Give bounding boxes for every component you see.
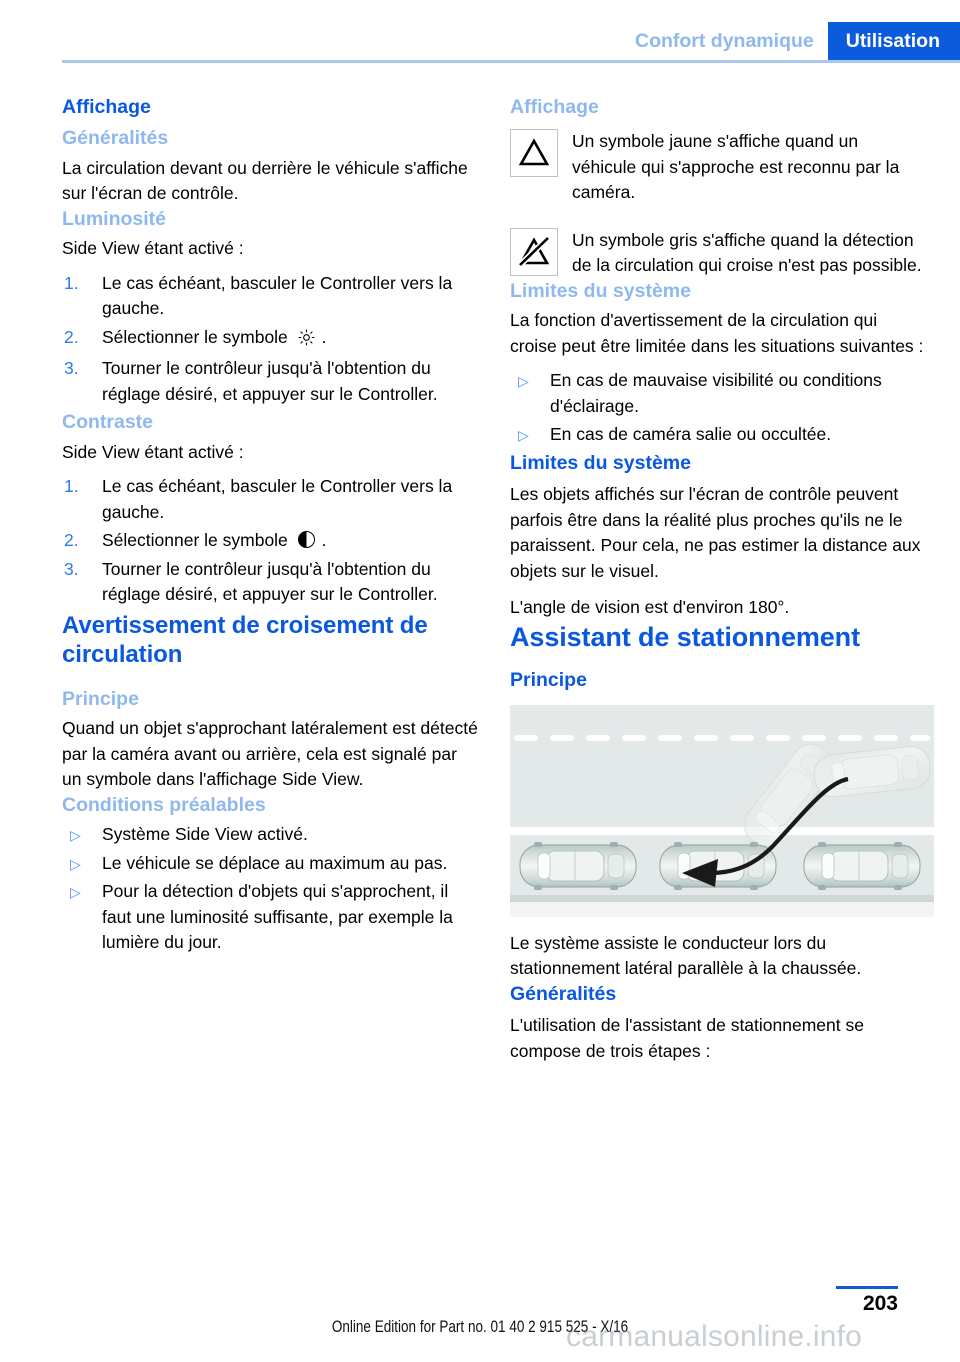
page-number: 203 bbox=[862, 1292, 898, 1315]
heading-generalites-right: Généralités bbox=[510, 982, 617, 1005]
symbol-row-text: Un symbole jaune s'affiche quand un véhicule qui s'approche est reconnu par la caméra. bbox=[572, 131, 900, 203]
symbol-row-gray-unavailable bbox=[510, 228, 926, 279]
header-section-tab: Utilisation bbox=[828, 22, 960, 60]
paragraph-limites-systeme-2b: L'angle de vision est d'environ 180°. bbox=[510, 597, 790, 618]
step-number: 2. bbox=[64, 530, 79, 550]
triangle-bullet-icon: ▷ bbox=[70, 855, 81, 872]
contrast-half-circle-icon bbox=[298, 531, 315, 548]
heading-luminosite: Luminosité bbox=[62, 207, 167, 230]
heading-assistant-stationnement: Assistant de stationnement bbox=[510, 621, 860, 652]
paragraph-generalites-left: La circulation devant ou derrière le véhicule s'affiche sur l'écran de contrôle. bbox=[62, 157, 468, 204]
parallel-parking-illustration bbox=[510, 705, 934, 917]
heading-limites-systeme-1: Limites du système bbox=[510, 279, 691, 302]
step-text: Le cas échéant, basculer le Controller vers la gauche. bbox=[102, 476, 453, 522]
page-footer bbox=[0, 1276, 960, 1362]
step-number: 3. bbox=[64, 358, 79, 379]
step-text: Tourner le contrôleur jusqu'à l'obtention du réglage désiré, et appuyer sur le Controller. bbox=[102, 558, 438, 604]
heading-generalites-left: Généralités bbox=[62, 127, 169, 150]
paragraph-luminosite-intro: Side View étant activé : bbox=[62, 238, 244, 259]
list-item bbox=[62, 528, 478, 554]
heading-principe-right: Principe bbox=[510, 668, 587, 691]
list-item bbox=[62, 356, 478, 407]
right-column bbox=[510, 95, 926, 1064]
step-text-before: Sélectionner le symbole bbox=[102, 326, 288, 347]
list-item bbox=[62, 879, 478, 956]
footer-edition-text: Online Edition for Part no. 01 40 2 915 525 - X/16 bbox=[331, 1318, 629, 1336]
bullet-text: Pour la détection d'objets qui s'approchent, il faut une luminosité suffisante, par exemple la lumière du jour. bbox=[102, 881, 453, 953]
list-item bbox=[62, 851, 478, 877]
triangle-bullet-icon: ▷ bbox=[70, 884, 81, 901]
list-limites-systeme-1 bbox=[510, 368, 926, 448]
list-luminosite-steps bbox=[62, 271, 478, 408]
warning-triangle-icon bbox=[510, 129, 558, 177]
list-item bbox=[62, 557, 478, 608]
paragraph-generalites-right: L'utilisation de l'assistant de stationnement se compose de trois étapes : bbox=[510, 1015, 864, 1061]
heading-affichage-right: Affichage bbox=[510, 96, 599, 118]
paragraph-contraste-intro: Side View étant activé : bbox=[62, 441, 244, 462]
step-text: Le cas échéant, basculer le Controller vers la gauche. bbox=[102, 272, 453, 319]
step-text-before: Sélectionner le symbole bbox=[102, 530, 288, 550]
list-item bbox=[510, 368, 926, 419]
header-chapter-label: Confort dynamique bbox=[634, 30, 814, 52]
list-item bbox=[510, 422, 926, 448]
site-watermark: carmanualsonline.info bbox=[566, 1320, 863, 1353]
header-divider-rule bbox=[62, 60, 960, 63]
paragraph-limites-systeme-2a: Les objets affichés sur l'écran de contrôle peuvent parfois être dans la réalité plus proches qu'ils ne le paraissent. Pour cela, ne pas estimer la distance aux objets sur le visuel. bbox=[510, 484, 921, 581]
heading-conditions-prealables: Conditions préalables bbox=[62, 793, 266, 816]
step-number: 2. bbox=[64, 326, 79, 347]
heading-limites-systeme-2: Limites du système bbox=[510, 451, 691, 474]
page-header bbox=[0, 0, 960, 72]
step-number: 3. bbox=[64, 558, 79, 579]
step-text-after: . bbox=[321, 530, 327, 550]
footer-accent-rule bbox=[836, 1286, 898, 1289]
heading-principe-left: Principe bbox=[62, 688, 139, 711]
triangle-bullet-icon: ▷ bbox=[518, 427, 529, 444]
bullet-text: Système Side View activé. bbox=[102, 824, 308, 845]
step-text-after: . bbox=[321, 326, 327, 347]
header-breadcrumb-tabs bbox=[635, 22, 960, 60]
paragraph-principe-left: Quand un objet s'approchant latéralement est détecté par la caméra avant ou arrière, cela est signalé par un symbole dans l'affichage Side View. bbox=[62, 718, 478, 790]
step-text: Tourner le contrôleur jusqu'à l'obtention du réglage désiré, et appuyer sur le Controller. bbox=[102, 358, 438, 404]
step-number: 1. bbox=[64, 476, 79, 496]
bullet-text: En cas de caméra salie ou occultée. bbox=[550, 424, 832, 445]
heading-contraste: Contraste bbox=[62, 411, 154, 434]
list-conditions-prealables bbox=[62, 822, 478, 956]
step-number: 1. bbox=[64, 272, 79, 293]
heading-avertissement-croisement: Avertissement de croisement de circulation bbox=[62, 611, 428, 668]
list-item bbox=[62, 822, 478, 848]
list-item bbox=[62, 271, 478, 322]
list-contraste-steps bbox=[62, 474, 478, 608]
symbol-row-text: Un symbole gris s'affiche quand la détection de la circulation qui croise n'est pas possible. bbox=[572, 229, 922, 276]
bullet-text: En cas de mauvaise visibilité ou conditions d'éclairage. bbox=[550, 370, 882, 416]
figure-caption: Le système assiste le conducteur lors du stationnement latéral parallèle à la chaussée. bbox=[510, 932, 862, 979]
symbol-row-yellow-warning bbox=[510, 129, 926, 206]
list-item bbox=[62, 325, 478, 354]
warning-triangle-crossed-out-icon bbox=[510, 228, 558, 276]
left-column bbox=[62, 95, 478, 959]
list-item bbox=[62, 474, 478, 525]
triangle-bullet-icon: ▷ bbox=[518, 373, 529, 390]
paragraph-limites-systeme-1: La fonction d'avertissement de la circulation qui croise peut être limitée dans les situations suivantes : bbox=[510, 310, 924, 356]
sun-brightness-icon bbox=[298, 328, 315, 354]
bullet-text: Le véhicule se déplace au maximum au pas. bbox=[102, 852, 448, 873]
triangle-bullet-icon: ▷ bbox=[70, 827, 81, 844]
heading-affichage-left: Affichage bbox=[62, 96, 151, 118]
